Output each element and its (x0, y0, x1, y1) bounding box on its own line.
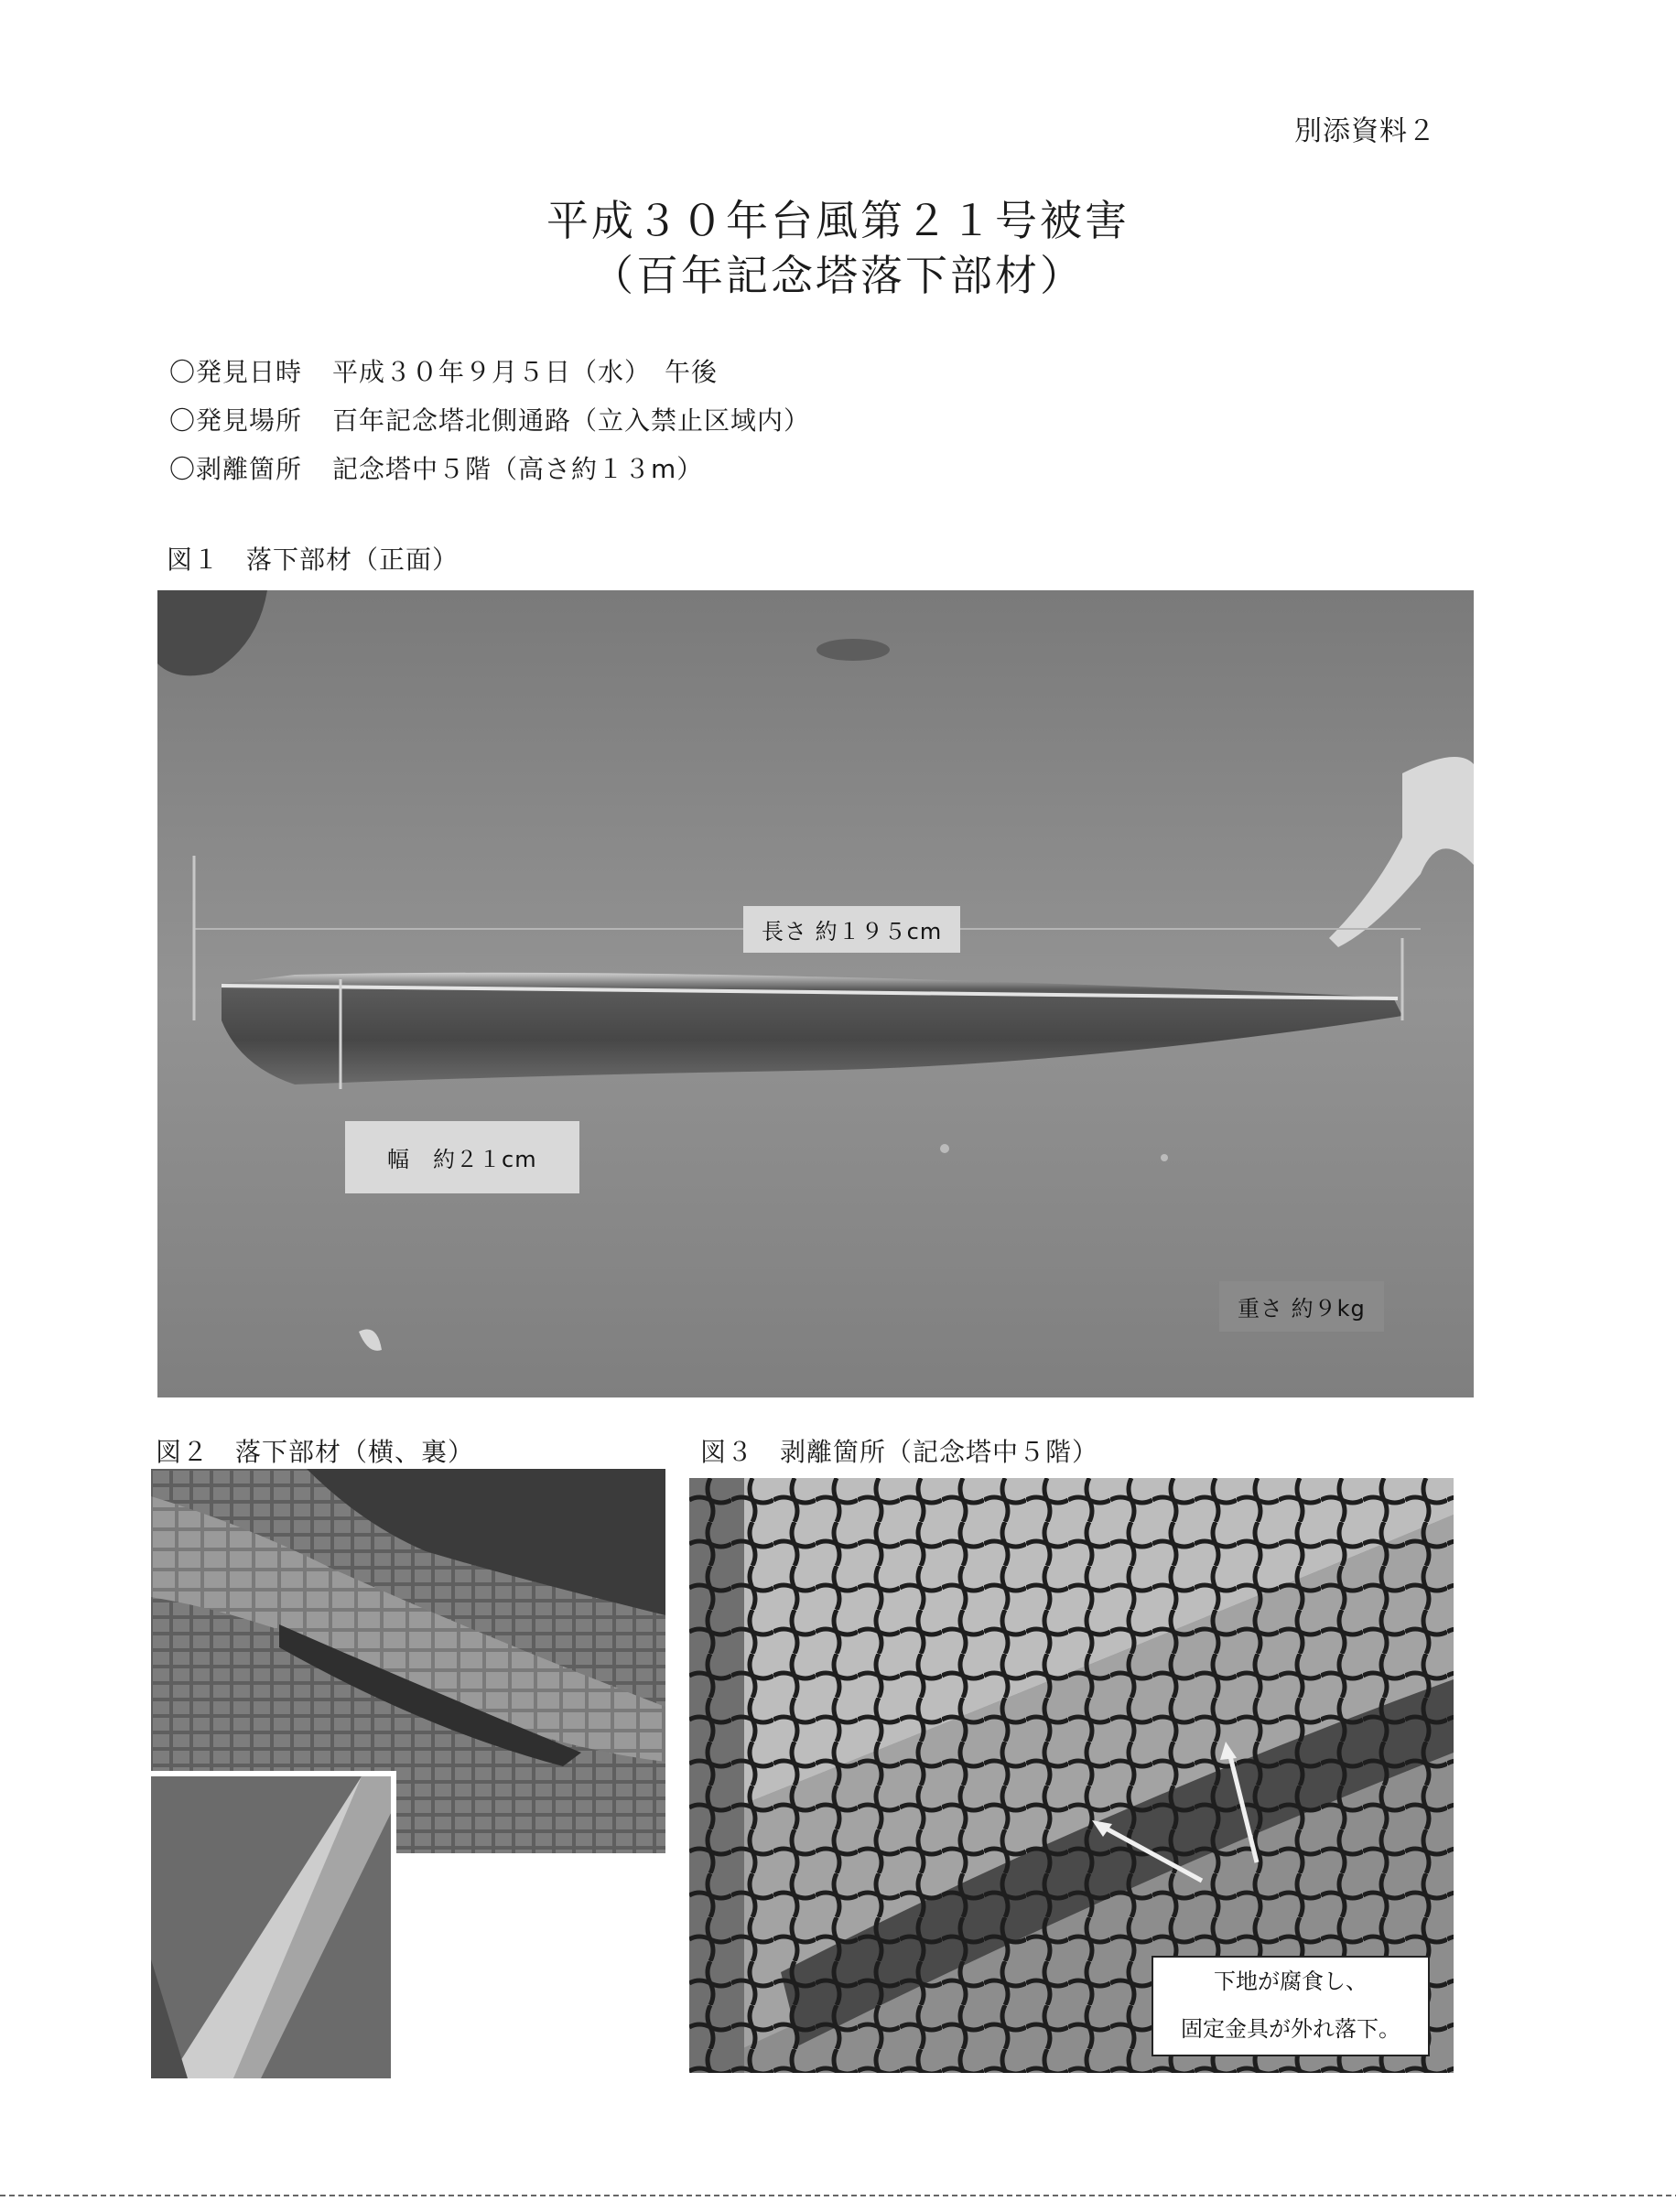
panel-back-photo (151, 1776, 391, 2078)
attachment-label: 別添資料２ (1294, 115, 1436, 147)
info-discovery-place (169, 401, 810, 437)
info-discovery-datetime (169, 352, 718, 389)
figure2-caption: 図２ 落下部材（横、裏） (156, 1437, 475, 1467)
corrosion-note (1152, 1956, 1430, 2056)
info-detachment-point (169, 449, 703, 486)
page-subtitle: （百年記念塔落下部材） (591, 251, 1085, 300)
info-value: 百年記念塔北側通路（立入禁止区域内） (332, 405, 811, 436)
info-value: 記念塔中５階（高さ約１３m） (332, 454, 704, 484)
info-label: 〇発見日時 (169, 357, 303, 387)
length-label: 長さ 約１９５cm (743, 906, 960, 953)
figure2-photo-inset (151, 1771, 396, 2078)
width-label: 幅 約２１cm (345, 1121, 579, 1193)
info-label: 〇発見場所 (169, 405, 303, 436)
figure1-photo (157, 590, 1474, 1397)
fallen-panel-photo (157, 590, 1474, 1397)
weight-label: 重さ 約９kg (1219, 1281, 1384, 1332)
note-line-1: 下地が腐食し、 (1214, 1969, 1368, 1994)
note-line-2: 固定金具が外れ落下。 (1181, 2016, 1400, 2042)
scan-edge-line (0, 2195, 1676, 2196)
page-title: 平成３０年台風第２１号被害 (546, 196, 1130, 245)
figure3-caption: 図３ 剥離箇所（記念塔中５階） (700, 1437, 1099, 1467)
figure3-photo (689, 1478, 1454, 2073)
info-value: 平成３０年９月５日（水） 午後 (332, 357, 719, 387)
info-label: 〇剥離箇所 (169, 454, 303, 484)
figure1-caption: 図１ 落下部材（正面） (167, 545, 460, 575)
